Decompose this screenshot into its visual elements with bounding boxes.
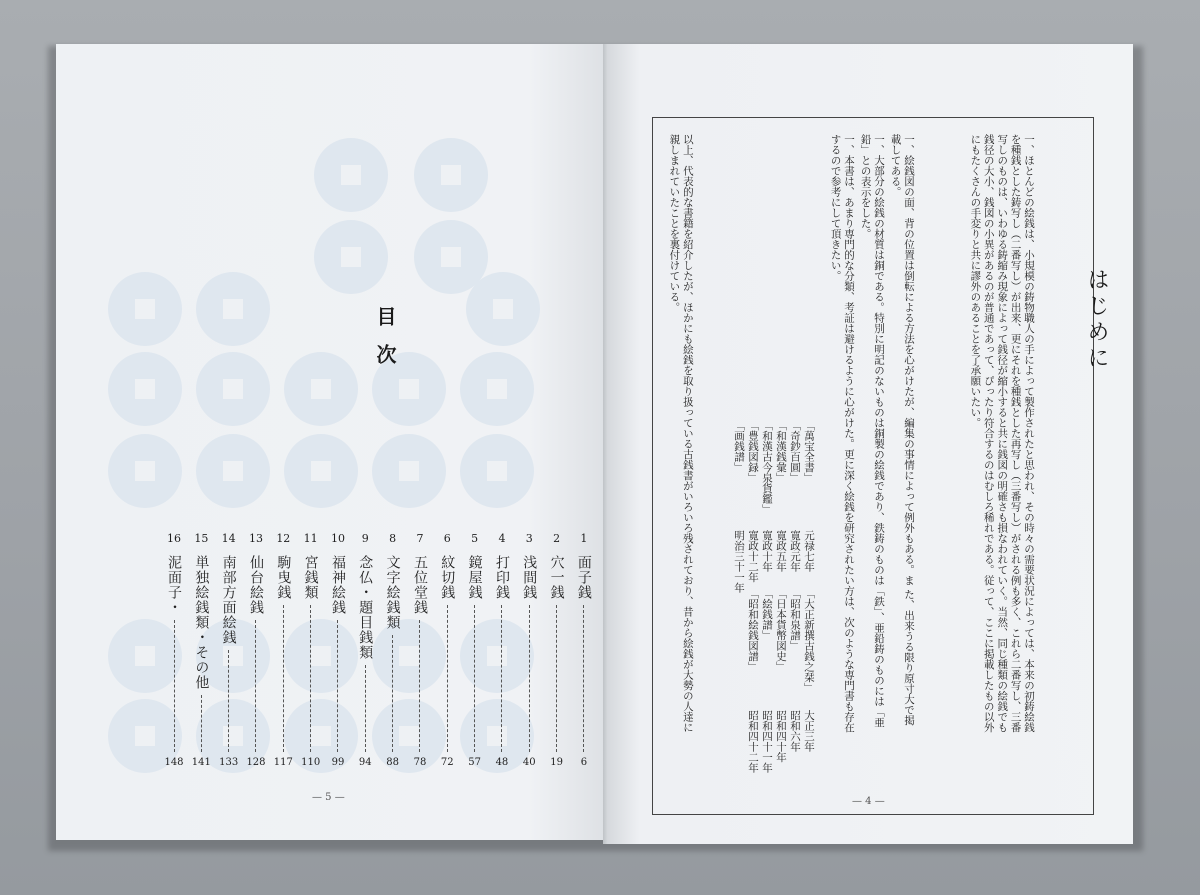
book-title: 「昭和泉譜」: [789, 588, 801, 651]
coin-mark: [196, 352, 270, 426]
toc-leader-line: [201, 695, 202, 752]
toc-entry-page: 110: [301, 757, 321, 768]
toc-entry: [328, 532, 348, 768]
toc-entry-label: 福神絵銭: [329, 555, 346, 615]
toc-entry-page: 94: [358, 757, 372, 768]
toc-entry: [191, 532, 211, 768]
toc-entry: [437, 532, 457, 768]
left-page-number: — 5 —: [312, 792, 345, 803]
toc-entry-label: 面子銭: [575, 555, 592, 600]
coin-mark: [196, 434, 270, 508]
book-title: 「奇鈔百圓」: [789, 420, 801, 483]
toc-entry-number: 7: [416, 532, 424, 545]
toc-entry-page: 148: [164, 757, 184, 768]
toc-entry-page: 19: [550, 757, 563, 768]
toc-entry-page: 88: [386, 757, 399, 768]
toc-entry-number: 16: [167, 532, 181, 545]
intro-paragraph-1: 一、ほとんどの絵銭は、小規模の鋳物職人の手によって製作されたと思われ、その時々の需要状況によっては、本来の初鋳絵銭を種銭とした鋳写し（二番写し）が出来、更にそれを種銭とした再写し（三番写し）がされる例も多く、これら二番写し、三番写しのものは、いわゆる鋳縮み現象によって銭径が縮小すると共に銭図の明確さも損なわれていく。当然、同じ種類の絵銭でも銭径の大小、銭図の小異があるのが普通であって、ぴったり符合するのはむしろ稀れである。従って、ここに掲載したもの以外にもたくさんの手変りと共に謬外のあることを了承願いたい。: [969, 134, 1035, 733]
toc-leader-line: [283, 605, 284, 752]
toc-entry: [410, 532, 430, 768]
coin-mark: [466, 272, 540, 346]
coin-mark: [196, 272, 270, 346]
toc-leader-line: [501, 605, 502, 752]
toc-leader-line: [255, 620, 256, 752]
toc-entry-page: 133: [219, 757, 239, 768]
toc-entry-page: 128: [246, 757, 266, 768]
toc-entry-label: 南部方面絵銭: [220, 555, 237, 645]
toc-entry-page: 48: [495, 757, 509, 768]
toc-entry-number: 1: [580, 532, 588, 545]
toc-entry: [273, 532, 293, 768]
coin-mark: [284, 434, 358, 508]
right-page: [608, 44, 1133, 844]
right-page-number: — 4 —: [852, 796, 885, 807]
toc-entry-label: 宮銭類: [302, 555, 319, 600]
book-title: 「大正新撰古銭之栞」: [803, 588, 815, 693]
book-year: 昭和六年: [789, 710, 801, 752]
coin-mark: [314, 138, 388, 212]
toc-entry-page: 6: [580, 757, 588, 768]
toc-entry: [574, 532, 594, 768]
toc-leader-line: [419, 620, 420, 752]
toc-title: 目次: [373, 306, 397, 382]
toc-entry: [219, 532, 239, 768]
book-year: 大正三年: [803, 710, 815, 752]
toc-leader-line: [174, 620, 175, 752]
coin-mark: [314, 220, 388, 294]
toc-entry-number: 14: [221, 532, 236, 545]
book-year: 昭和四十一年: [761, 710, 773, 773]
toc-leader-line: [556, 605, 557, 752]
book-year: 元禄七年: [803, 530, 815, 572]
toc-entry-label: 鏡屋銭: [466, 555, 483, 600]
left-page: [56, 44, 612, 840]
toc-entry-number: 3: [525, 532, 533, 545]
toc-leader-line: [529, 605, 530, 752]
coin-mark: [108, 434, 182, 508]
toc-entry-label: 泥面子・: [166, 555, 182, 615]
toc-entry: [547, 532, 567, 768]
toc-entry-label: 単独絵銭類・その他: [193, 555, 210, 690]
toc-entry-page: 72: [440, 757, 454, 768]
toc-leader-line: [337, 620, 338, 752]
book-year: 寛政元年: [789, 530, 801, 572]
book-title: 「絵銭譜」: [761, 588, 773, 641]
book-year: 寛政十年: [761, 530, 773, 572]
book-year: 寛政五年: [775, 530, 787, 572]
toc-entry-label: 文字絵銭類: [384, 555, 401, 630]
closing-paragraph: 以上、代表的な書籍を紹介したが、ほかにも絵銭を取り扱っている古銭書がいろいろ残されており、昔から絵銭が大勢の人達に親しまれていたことを裏付けている。: [668, 134, 694, 733]
toc-leader-line: [474, 605, 475, 752]
toc-entry: [164, 532, 184, 768]
toc-entry-label: 念仏・題目銭類: [357, 555, 374, 660]
toc-leader-line: [310, 605, 311, 752]
book-year: 明治三十一年: [733, 530, 745, 593]
book-title: 「画銭譜」: [733, 420, 745, 473]
toc-entry-number: 6: [443, 532, 451, 545]
intro-title: はじめに: [1084, 268, 1109, 372]
book-year: 昭和四十二年: [747, 710, 759, 773]
toc-entry-number: 5: [471, 532, 479, 545]
toc-entry-page: 117: [273, 757, 293, 768]
book-title: 「和漢銭彙」: [775, 420, 787, 483]
coin-mark: [414, 138, 488, 212]
toc-entry-number: 12: [276, 532, 291, 545]
toc-entry-page: 78: [413, 757, 427, 768]
coin-mark: [284, 352, 358, 426]
toc-leader-line: [583, 605, 584, 752]
toc-entry-page: 141: [191, 757, 211, 768]
toc-entry-number: 15: [194, 532, 209, 545]
toc-entry: [519, 532, 539, 768]
intro-paragraph-3: 一、大部分の絵銭の材質は銅である。特別に明記のないものは銅製の絵銭であり、鉄鋳のものは「鉄」、亜鉛鋳のものには「亜鉛」との表示をした。: [859, 134, 885, 728]
toc-leader-line: [447, 605, 448, 752]
toc-entry-number: 13: [248, 532, 263, 545]
toc-entry: [246, 532, 266, 768]
coin-mark: [460, 352, 534, 426]
toc-entry-page: 99: [331, 757, 345, 768]
coin-mark: [460, 434, 534, 508]
coin-mark: [108, 272, 182, 346]
book-title: 「昭和絵銭図譜」: [747, 588, 759, 672]
book-year: 寛政十二年: [747, 530, 759, 583]
text-frame: [652, 117, 1109, 815]
toc-entry-number: 11: [303, 532, 318, 545]
toc-leader-line: [365, 665, 366, 752]
book-title: 「萬宝全書」: [803, 420, 815, 483]
toc-entry-number: 8: [389, 532, 397, 545]
coin-mark: [372, 434, 446, 508]
intro-paragraph-4: 一、本書は、あまり専門的な分類、考証は避けるように心がけた。更に深く絵銭を研究されたい方は、次のような専門書も存在するので参考にして頂きたい。: [829, 134, 855, 733]
toc-entry-page: 40: [522, 757, 536, 768]
toc-entry-page: 57: [468, 757, 481, 768]
toc-entry-label: 仙台絵銭: [247, 555, 264, 615]
book-title: 「日本貨幣図史」: [775, 588, 787, 672]
toc-entry-label: 穴一銭: [548, 555, 565, 600]
table-of-contents: [164, 532, 594, 768]
toc-entry: [301, 532, 321, 768]
toc-entry: [465, 532, 485, 768]
toc-entry: [492, 532, 512, 768]
toc-entry-label: 五位堂銭: [411, 555, 428, 615]
toc-entry: [383, 532, 403, 768]
book-title: 「和漢古今泉貨鑑」: [761, 420, 773, 515]
toc-entry-number: 10: [330, 532, 345, 545]
toc-entry-number: 4: [498, 532, 506, 545]
toc-entry-label: 打印銭: [493, 555, 510, 600]
book-title: 「豊銭図録」: [747, 420, 759, 483]
intro-paragraph-2: 一、絵銭図の面、背の位置は倒転による方法を心がけたが、編集の事情によって例外もある。ま た、出来うる限り原寸大で掲載してある。: [889, 134, 915, 726]
toc-entry-label: 浅間銭: [521, 555, 538, 600]
toc-entry-number: 2: [553, 532, 561, 545]
toc-entry: [355, 532, 375, 768]
toc-leader-line: [228, 650, 229, 752]
toc-entry-label: 紋切銭: [439, 555, 456, 600]
toc-entry-number: 9: [361, 532, 369, 545]
toc-entry-label: 駒曳銭: [275, 555, 292, 600]
book-year: 昭和四十年: [775, 710, 787, 763]
toc-leader-line: [392, 635, 393, 752]
coin-mark: [108, 352, 182, 426]
